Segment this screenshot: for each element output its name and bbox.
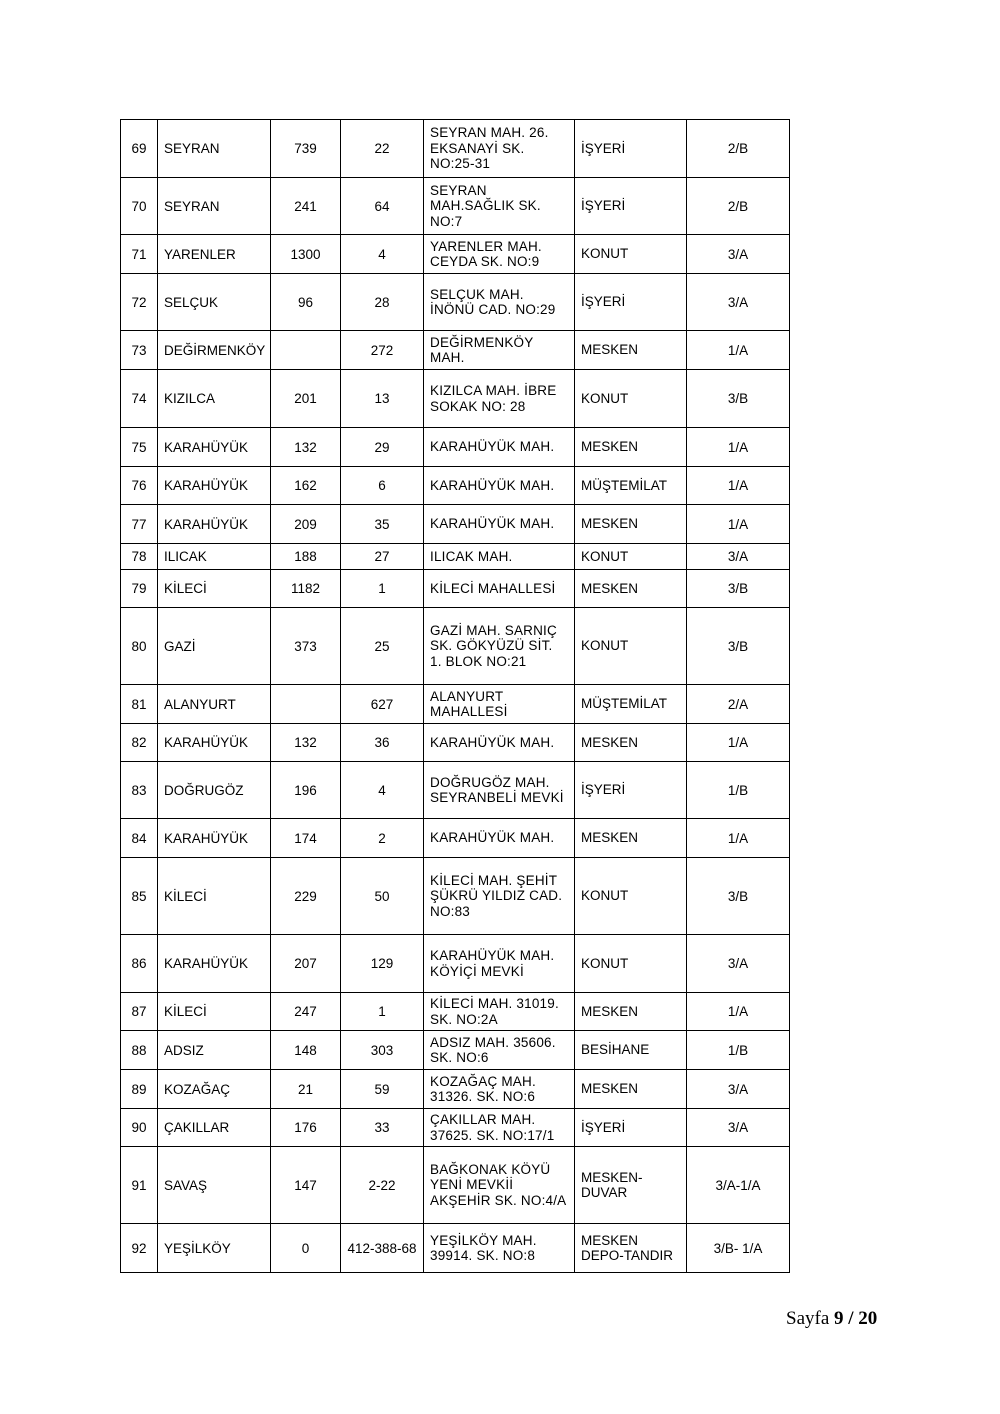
parcel-a-cell: 174	[271, 819, 341, 858]
parcel-b-cell: 2-22	[341, 1147, 424, 1224]
location-name-cell: KARAHÜYÜK	[158, 428, 271, 467]
usage-type-cell: MESKEN	[575, 570, 687, 608]
parcel-a-cell: 147	[271, 1147, 341, 1224]
row-number-cell: 80	[121, 608, 158, 685]
parcel-a-cell: 207	[271, 935, 341, 993]
location-name-cell: SEYRAN	[158, 178, 271, 235]
usage-type-cell: KONUT	[575, 370, 687, 428]
parcel-a-cell: 96	[271, 274, 341, 331]
class-code-cell: 3/B- 1/A	[687, 1224, 790, 1273]
parcel-a-cell: 132	[271, 428, 341, 467]
table-row	[121, 505, 790, 544]
usage-type-cell: MESKEN	[575, 505, 687, 544]
row-number-cell: 90	[121, 1109, 158, 1147]
table-row	[121, 608, 790, 685]
row-number-cell: 74	[121, 370, 158, 428]
class-code-cell: 3/A	[687, 274, 790, 331]
row-number-cell: 75	[121, 428, 158, 467]
address-cell: ILICAK MAH.	[424, 544, 575, 570]
parcel-a-cell: 229	[271, 858, 341, 935]
row-number-cell: 88	[121, 1031, 158, 1070]
class-code-cell: 3/B	[687, 570, 790, 608]
class-code-cell: 3/A	[687, 235, 790, 274]
parcel-a-cell: 188	[271, 544, 341, 570]
usage-type-cell: MÜŞTEMİLAT	[575, 467, 687, 505]
table-row	[121, 428, 790, 467]
table-row	[121, 1031, 790, 1070]
row-number-cell: 79	[121, 570, 158, 608]
address-cell: KOZAĞAÇ MAH. 31326. SK. NO:6	[424, 1070, 575, 1109]
usage-type-cell: MESKEN	[575, 331, 687, 370]
address-cell: KIZILCA MAH. İBRE SOKAK NO: 28	[424, 370, 575, 428]
usage-type-cell: İŞYERİ	[575, 1109, 687, 1147]
class-code-cell: 3/B	[687, 370, 790, 428]
table-row	[121, 685, 790, 724]
usage-type-cell: KONUT	[575, 858, 687, 935]
address-cell: KARAHÜYÜK MAH.	[424, 819, 575, 858]
parcel-a-cell: 21	[271, 1070, 341, 1109]
class-code-cell: 3/B	[687, 608, 790, 685]
location-name-cell: DOĞRUGÖZ	[158, 762, 271, 819]
usage-type-cell: MESKEN	[575, 724, 687, 762]
location-name-cell: YARENLER	[158, 235, 271, 274]
address-cell: KARAHÜYÜK MAH.	[424, 505, 575, 544]
address-cell: KARAHÜYÜK MAH.	[424, 467, 575, 505]
parcel-b-cell: 50	[341, 858, 424, 935]
location-name-cell: KARAHÜYÜK	[158, 467, 271, 505]
class-code-cell: 2/B	[687, 120, 790, 178]
table-row	[121, 993, 790, 1031]
class-code-cell: 1/B	[687, 1031, 790, 1070]
address-cell: KARAHÜYÜK MAH.	[424, 428, 575, 467]
table-row	[121, 724, 790, 762]
location-name-cell: ÇAKILLAR	[158, 1109, 271, 1147]
address-cell: DOĞRUGÖZ MAH. SEYRANBELİ MEVKİ	[424, 762, 575, 819]
location-name-cell: SAVAŞ	[158, 1147, 271, 1224]
class-code-cell: 1/A	[687, 331, 790, 370]
class-code-cell: 1/A	[687, 819, 790, 858]
parcel-b-cell: 29	[341, 428, 424, 467]
address-cell: KARAHÜYÜK MAH.	[424, 724, 575, 762]
usage-type-cell: İŞYERİ	[575, 178, 687, 235]
parcel-a-cell: 241	[271, 178, 341, 235]
class-code-cell: 3/A-1/A	[687, 1147, 790, 1224]
parcel-b-cell: 1	[341, 993, 424, 1031]
table-row	[121, 762, 790, 819]
parcel-b-cell: 4	[341, 762, 424, 819]
usage-type-cell: MESKEN	[575, 819, 687, 858]
row-number-cell: 84	[121, 819, 158, 858]
parcel-a-cell: 1182	[271, 570, 341, 608]
parcel-a-cell: 247	[271, 993, 341, 1031]
parcel-b-cell: 6	[341, 467, 424, 505]
row-number-cell: 85	[121, 858, 158, 935]
parcel-b-cell: 28	[341, 274, 424, 331]
row-number-cell: 78	[121, 544, 158, 570]
address-cell: SEYRAN MAH. 26. EKSANAYİ SK. NO:25-31	[424, 120, 575, 178]
row-number-cell: 86	[121, 935, 158, 993]
table-row	[121, 120, 790, 178]
parcel-b-cell: 412-388-68	[341, 1224, 424, 1273]
usage-type-cell: İŞYERİ	[575, 274, 687, 331]
address-cell: DEĞİRMENKÖY MAH.	[424, 331, 575, 370]
class-code-cell: 2/A	[687, 685, 790, 724]
parcel-b-cell: 4	[341, 235, 424, 274]
usage-type-cell: KONUT	[575, 235, 687, 274]
usage-type-cell: KONUT	[575, 935, 687, 993]
usage-type-cell: KONUT	[575, 608, 687, 685]
parcel-b-cell: 13	[341, 370, 424, 428]
usage-type-cell: MESKEN-DUVAR	[575, 1147, 687, 1224]
class-code-cell: 1/A	[687, 993, 790, 1031]
class-code-cell: 2/B	[687, 178, 790, 235]
parcel-b-cell: 25	[341, 608, 424, 685]
class-code-cell: 3/A	[687, 935, 790, 993]
row-number-cell: 69	[121, 120, 158, 178]
parcel-a-cell: 1300	[271, 235, 341, 274]
address-cell: KİLECİ MAH. ŞEHİT ŞÜKRÜ YILDIZ CAD. NO:83	[424, 858, 575, 935]
usage-type-cell: MESKEN DEPO-TANDIR	[575, 1224, 687, 1273]
parcel-a-cell: 132	[271, 724, 341, 762]
parcel-b-cell: 2	[341, 819, 424, 858]
class-code-cell: 3/A	[687, 544, 790, 570]
location-name-cell: KARAHÜYÜK	[158, 819, 271, 858]
table-row	[121, 935, 790, 993]
table-row	[121, 858, 790, 935]
usage-type-cell: MESKEN	[575, 428, 687, 467]
address-cell: YARENLER MAH. CEYDA SK. NO:9	[424, 235, 575, 274]
address-cell: SEYRAN MAH.SAĞLIK SK. NO:7	[424, 178, 575, 235]
table-row	[121, 1224, 790, 1273]
class-code-cell: 1/A	[687, 467, 790, 505]
table-row	[121, 819, 790, 858]
address-cell: KARAHÜYÜK MAH. KÖYİÇİ MEVKİ	[424, 935, 575, 993]
location-name-cell: KIZILCA	[158, 370, 271, 428]
address-cell: ALANYURT MAHALLESİ	[424, 685, 575, 724]
row-number-cell: 73	[121, 331, 158, 370]
parcel-b-cell: 33	[341, 1109, 424, 1147]
usage-type-cell: MESKEN	[575, 1070, 687, 1109]
location-name-cell: KARAHÜYÜK	[158, 935, 271, 993]
row-number-cell: 77	[121, 505, 158, 544]
parcel-a-cell: 201	[271, 370, 341, 428]
parcel-b-cell: 27	[341, 544, 424, 570]
location-name-cell: KARAHÜYÜK	[158, 724, 271, 762]
class-code-cell: 1/B	[687, 762, 790, 819]
address-cell: SELÇUK MAH. İNÖNÜ CAD. NO:29	[424, 274, 575, 331]
parcel-a-cell: 162	[271, 467, 341, 505]
parcel-a-cell: 0	[271, 1224, 341, 1273]
location-name-cell: ILICAK	[158, 544, 271, 570]
class-code-cell: 3/B	[687, 858, 790, 935]
page-separator: /	[848, 1308, 854, 1329]
location-name-cell: ALANYURT	[158, 685, 271, 724]
usage-type-cell: İŞYERİ	[575, 120, 687, 178]
parcel-a-cell: 196	[271, 762, 341, 819]
location-name-cell: GAZİ	[158, 608, 271, 685]
row-number-cell: 81	[121, 685, 158, 724]
address-cell: YEŞİLKÖY MAH. 39914. SK. NO:8	[424, 1224, 575, 1273]
usage-type-cell: İŞYERİ	[575, 762, 687, 819]
row-number-cell: 72	[121, 274, 158, 331]
records-body	[121, 120, 790, 1273]
records-table	[120, 119, 790, 1273]
parcel-a-cell: 176	[271, 1109, 341, 1147]
parcel-a-cell: 739	[271, 120, 341, 178]
row-number-cell: 82	[121, 724, 158, 762]
location-name-cell: KOZAĞAÇ	[158, 1070, 271, 1109]
location-name-cell: DEĞİRMENKÖY	[158, 331, 271, 370]
table-row	[121, 544, 790, 570]
class-code-cell: 1/A	[687, 724, 790, 762]
table-row	[121, 370, 790, 428]
page-total: 20	[858, 1308, 878, 1329]
table-row	[121, 467, 790, 505]
row-number-cell: 92	[121, 1224, 158, 1273]
page-footer	[786, 1308, 877, 1330]
location-name-cell: KİLECİ	[158, 570, 271, 608]
class-code-cell: 1/A	[687, 428, 790, 467]
table-row	[121, 1070, 790, 1109]
row-number-cell: 91	[121, 1147, 158, 1224]
parcel-b-cell: 303	[341, 1031, 424, 1070]
table-row	[121, 570, 790, 608]
table-row	[121, 1109, 790, 1147]
row-number-cell: 83	[121, 762, 158, 819]
table-row	[121, 1147, 790, 1224]
parcel-a-cell: 148	[271, 1031, 341, 1070]
address-cell: ÇAKILLAR MAH. 37625. SK. NO:17/1	[424, 1109, 575, 1147]
parcel-b-cell: 35	[341, 505, 424, 544]
usage-type-cell: KONUT	[575, 544, 687, 570]
location-name-cell: SEYRAN	[158, 120, 271, 178]
class-code-cell: 3/A	[687, 1109, 790, 1147]
parcel-b-cell: 1	[341, 570, 424, 608]
table-row	[121, 331, 790, 370]
location-name-cell: ADSIZ	[158, 1031, 271, 1070]
location-name-cell: YEŞİLKÖY	[158, 1224, 271, 1273]
table-row	[121, 178, 790, 235]
location-name-cell: KARAHÜYÜK	[158, 505, 271, 544]
address-cell: KİLECİ MAH. 31019. SK. NO:2A	[424, 993, 575, 1031]
page-current: 9	[834, 1308, 844, 1329]
address-cell: BAĞKONAK KÖYÜ YENİ MEVKİİ AKŞEHİR SK. NO:4/A	[424, 1147, 575, 1224]
parcel-b-cell: 64	[341, 178, 424, 235]
parcel-b-cell: 272	[341, 331, 424, 370]
address-cell: ADSIZ MAH. 35606. SK. NO:6	[424, 1031, 575, 1070]
location-name-cell: SELÇUK	[158, 274, 271, 331]
class-code-cell: 3/A	[687, 1070, 790, 1109]
location-name-cell: KİLECİ	[158, 858, 271, 935]
parcel-b-cell: 59	[341, 1070, 424, 1109]
page-label: Sayfa	[786, 1308, 830, 1329]
parcel-a-cell	[271, 685, 341, 724]
parcel-b-cell: 36	[341, 724, 424, 762]
row-number-cell: 76	[121, 467, 158, 505]
row-number-cell: 71	[121, 235, 158, 274]
usage-type-cell: MESKEN	[575, 993, 687, 1031]
parcel-b-cell: 129	[341, 935, 424, 993]
row-number-cell: 89	[121, 1070, 158, 1109]
address-cell: KİLECİ MAHALLESİ	[424, 570, 575, 608]
parcel-a-cell: 373	[271, 608, 341, 685]
address-cell: GAZİ MAH. SARNIÇ SK. GÖKYÜZÜ SİT. 1. BLOK NO:21	[424, 608, 575, 685]
usage-type-cell: MÜŞTEMİLAT	[575, 685, 687, 724]
parcel-a-cell: 209	[271, 505, 341, 544]
usage-type-cell: BESİHANE	[575, 1031, 687, 1070]
class-code-cell: 1/A	[687, 505, 790, 544]
parcel-b-cell: 22	[341, 120, 424, 178]
row-number-cell: 70	[121, 178, 158, 235]
row-number-cell: 87	[121, 993, 158, 1031]
table-row	[121, 235, 790, 274]
parcel-b-cell: 627	[341, 685, 424, 724]
location-name-cell: KİLECİ	[158, 993, 271, 1031]
table-row	[121, 274, 790, 331]
parcel-a-cell	[271, 331, 341, 370]
